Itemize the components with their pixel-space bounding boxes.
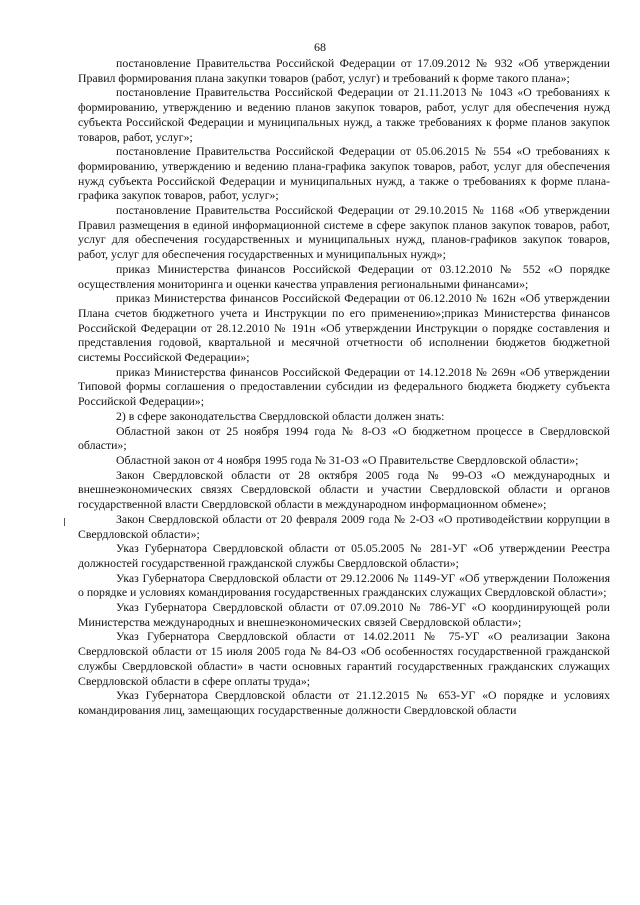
- paragraph: Областной закон от 4 ноября 1995 года № 31-ОЗ «О Правительстве Свердловской области»;: [116, 452, 579, 467]
- paragraph: постановление Правительства Российской Федерации от 21.11.2013 № 1043 «О требованиях к формированию, утверждению и ведению планов закупок товаров, работ, услуг для обеспечения нужд субъекта Российской Федерации и муниципальных нужд, а также требованиях к форме планов закупок товаров, работ, услуг»;: [78, 85, 610, 144]
- paragraph: постановление Правительства Российской Федерации от 17.09.2012 № 932 «Об утверждении Правил формирования плана закупки товаров (работ, услуг) и требований к форме такого плана»;: [78, 56, 610, 85]
- paragraph: Областной закон от 25 ноября 1994 года № 8-ОЗ «О бюджетном процессе в Свердловской области»;: [78, 423, 610, 453]
- page-number: 68: [314, 40, 326, 54]
- paragraph: приказ Министерства финансов Российской Федерации от 06.12.2010 № 162н «Об утверждении Плана счетов бюджетного учета и Инструкции по его применению»;приказ Министерства финансов Российской Федерации от 28.12.2010 № 191н «Об утверждении Инструкции о порядке составления и представления годовой, квартальной и месячной отчетности об исполнении бюджетов бюджетной системы Российской Федерации»;: [78, 291, 610, 365]
- section-heading: 2) в сфере законодательства Свердловской области должен знать:: [116, 408, 445, 423]
- paragraph: Указ Губернатора Свердловской области от 05.05.2005 № 281-УГ «Об утверждении Реестра должностей государственной гражданской службы Свердловской области»;: [78, 541, 610, 570]
- document-body: [78, 56, 610, 718]
- paragraph: постановление Правительства Российской Федерации от 05.06.2015 № 554 «О требованиях к формированию, утверждению и ведению плана-графика закупок товаров, работ, услуг для обеспечения нужд субъекта Российской Федерации и муниципальных нужд, а также о требованиях к форме плана-графика закупок товаров, работ, услуг»;: [78, 144, 610, 203]
- paragraph: Указ Губернатора Свердловской области от 21.12.2015 № 653-УГ «О порядке и условиях командирования лиц, замещающих государственные должности Свердловской области: [78, 688, 610, 717]
- margin-mark: [64, 518, 65, 526]
- paragraph: Указ Губернатора Свердловской области от 29.12.2006 № 1149-УГ «Об утверждении Положения о порядке и условиях командирования государственных гражданских служащих Свердловской области»;: [78, 570, 610, 600]
- paragraph: Указ Губернатора Свердловской области от 14.02.2011 № 75-УГ «О реализации Закона Свердловской области от 15 июля 2005 года № 84-ОЗ «Об особенностях государственной гражданской службы Свердловской области» в части основных гарантий государственных гражданских служащих Свердловской области в сфере оплаты труда»;: [78, 629, 610, 688]
- paragraph: Закон Свердловской области от 20 февраля 2009 года № 2-ОЗ «О противодействии коррупции в Свердловской области»;: [78, 511, 610, 541]
- paragraph: приказ Министерства финансов Российской Федерации от 14.12.2018 № 269н «Об утверждении Типовой формы соглашения о предоставлении субсидии из федерального бюджета бюджету субъекта Российской Федерации»;: [78, 364, 610, 409]
- paragraph: Указ Губернатора Свердловской области от 07.09.2010 № 786-УГ «О координирующей роли Министерства международных и внешнеэкономических связей Свердловской области»;: [78, 600, 610, 629]
- paragraph: постановление Правительства Российской Федерации от 29.10.2015 № 1168 «Об утверждении Правил размещения в единой информационной системе в сфере закупок планов закупок товаров, работ, услуг для обеспечения государственных и муниципальных нужд, планов-графиков закупок товаров, работ, услуг для обеспечения государственных и муниципальных нужд»;: [78, 203, 610, 262]
- paragraph: Закон Свердловской области от 28 октября 2005 года № 99-ОЗ «О международных и внешнеэкономических связях Свердловской области и участии Свердловской области и органов государственной власти Свердловской области в международном информационном обмене»;: [78, 467, 610, 512]
- paragraph: приказ Министерства финансов Российской Федерации от 03.12.2010 № 552 «О порядке осуществления мониторинга и оценки качества управления региональными финансами»;: [78, 261, 610, 291]
